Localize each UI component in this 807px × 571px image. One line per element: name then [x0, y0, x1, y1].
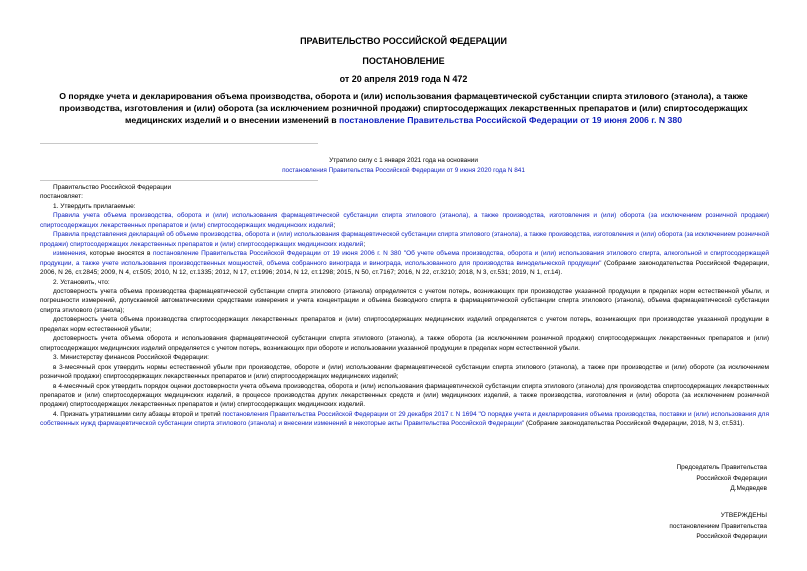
rules-accounting-link[interactable]: Правила учета объема производства, оборота и (или) использования фармацевтической субстанции спирта этилового (этанола), а также производства, изготовления и (или) оборота (за исключением розничной продажи) спиртосодержащих лекарственных препаратов и (или) спиртосодержащих медицинских изделий — [40, 212, 769, 229]
body-rules-declarations — [40, 230, 769, 249]
decree-380-link[interactable]: постановление Правительства Российской Федерации от 19 июня 2006 г. N 380 "Об учете объема производства, оборота и (или) использования этилового спирта, алкогольной и спиртосодержащей продукции, а также учете использования производственных мощностей, объема собранного винограда и винограда, использованного для производства винодельческой продукции" — [40, 250, 769, 267]
decree-1694-link[interactable]: постановления Правительства Российской Федерации от 29 декабря 2017 г. N 1694 "О порядке учета и декларирования объема производства, поставки и (или) использования для собственных нужд фармацевтической субстанции спирта этилового (этанола) и внесении изменений в некоторые акты Правительства Российской Федерации" — [40, 410, 769, 428]
title-text: О порядке учета и декларирования объема производства, оборота и (или) использования фармацевтической субстанции спирта этилового (этанола), а также производства, изготовления и (или) оборота (за исключением розничной продажи) спиртосодержащих лекарственных препаратов и (или) спиртосодержащих медицинских изделий и о внесении изменений в — [59, 91, 748, 125]
item-4-end: (Собрание законодательства Российской Федерации, 2018, N 3, ст.531). — [524, 420, 745, 428]
body-item-4 — [40, 410, 769, 429]
signature-country: Российской Федерации — [696, 474, 767, 482]
document-body — [40, 183, 769, 429]
document-date-number: от 20 апреля 2019 года N 472 — [339, 74, 468, 84]
body-accuracy-production: достоверность учета объема производства фармацевтической субстанции спирта этилового (этанола) определяется с учетом потерь, возникающих при производстве указанной продукции в пределах норм естественной убыли, и погрешности измерений, допускаемой автоматическими средствами измерения и учета концентрации и объема безводного спирта в фармацевтической субстанции спирта этилового (этанола), объема фармацевтической субстанции спирта этилового (этанола); — [40, 287, 769, 314]
signature-position: Председатель Правительства — [676, 464, 767, 471]
body-accuracy-drugs: достоверность учета объема производства спиртосодержащих лекарственных препаратов и (или) спиртосодержащих медицинских изделий определяется с учетом потерь, возникающих при производстве указанной продукции в пределах норм естественной убыли; — [40, 316, 769, 333]
amendments-end: (Собрание законодательства Российской Федерации, 2006, N 26, ст.2845; 2009, N 4, ст.505; 2010, N 12, ст.1335; 2012, N 17, ст.1996; 2014, N 12, ст.1298; 2015, N 50, ст.7167; 2016, N 22, ст.3210; 2018, N 3, ст.531; 2019, N 1, ст.14). — [40, 259, 769, 277]
item-4-start: 4. Признать утратившими силу абзацы второй и третий — [53, 410, 223, 418]
signature-name: Д.Медведев — [730, 485, 767, 492]
body-item-2: 2. Установить, что: — [53, 278, 110, 286]
signature-block — [676, 463, 767, 495]
body-norms-3-month: в 3-месячный срок утвердить нормы естественной убыли при производстве, обороте и (или) использовании фармацевтической субстанции спирта этилового (этанола), а также при производстве и (или) обороте (за исключением розничной продажи) спиртосодержащих лекарственных препаратов и (или) спиртосодержащих медицинских изделий; — [40, 363, 769, 381]
body-amendments — [40, 249, 769, 277]
approved-block — [669, 511, 767, 543]
rules-declarations-link[interactable]: Правила представления деклараций об объеме производства, оборота и (или) использования фармацевтической субстанции спирта этилового (этанола), а также производства, изготовления и (или) оборота (за исключением розничной продажи) спиртосодержащих лекарственных препаратов и (или) спиртосодержащих медицинских изделий — [40, 231, 769, 248]
government-heading: ПРАВИТЕЛЬСТВО РОССИЙСКОЙ ФЕДЕРАЦИИ — [300, 36, 507, 46]
body-preamble: Правительство Российской Федерации — [53, 184, 172, 191]
rules-declarations-end: ; — [363, 240, 366, 248]
body-procedure-4-month: в 4-месячный срок утвердить порядок оценки достоверности учета объема производства, оборота и (или) использования фармацевтической субстанции спирта этилового (этанола) для производства спиртосодержащих лекарственных препаратов и (или) спиртосодержащих медицинских изделий, в процессе производства других лекарственных средств и (или) медицинских изделий, а также производства, изготовления и (или) оборота (за исключением розничной продажи) спиртосодержащих лекарственных препаратов и (или) спиртосодержащих медицинских изделий. — [40, 382, 769, 409]
rules-accounting-end: ; — [333, 221, 336, 229]
body-decree: постановляет: — [40, 193, 83, 201]
approved-country: Российской Федерации — [696, 533, 767, 540]
body-item-1: 1. Утвердить прилагаемые: — [53, 202, 136, 210]
lost-force-link[interactable]: постановления Правительства Российской Федерации от 9 июня 2020 года N 841 — [282, 167, 525, 174]
approved-heading: УТВЕРЖДЕНЫ — [720, 512, 767, 519]
body-rules-accounting — [40, 211, 769, 230]
title-link[interactable]: постановление Правительства Российской Федерации от 19 июня 2006 г. N 380 — [339, 115, 683, 125]
amendments-link[interactable]: изменения — [53, 250, 86, 258]
document-title — [40, 90, 767, 126]
body-accuracy-turnover: достоверность учета объема оборота и использования фармацевтической субстанции спирта этилового (этанола), а также оборота (за исключением розничной продажи) спиртосодержащих лекарственных препаратов и (или) спиртосодержащих медицинских изделий определяется с учетом потерь, возникающих при обороте и использовании указанной продукции в пределах норм естественной убыли. — [40, 335, 769, 352]
lost-force-line1: Утратило силу с 1 января 2021 года на основании — [329, 157, 478, 164]
amendments-mid: , которые вносятся в — [85, 250, 153, 258]
approved-by: постановлением Правительства — [669, 522, 767, 530]
body-item-3: 3. Министерству финансов Российской Федерации: — [53, 354, 209, 362]
divider-top — [40, 143, 318, 144]
divider-bottom — [40, 180, 318, 181]
document-type: ПОСТАНОВЛЕНИЕ — [362, 56, 445, 66]
